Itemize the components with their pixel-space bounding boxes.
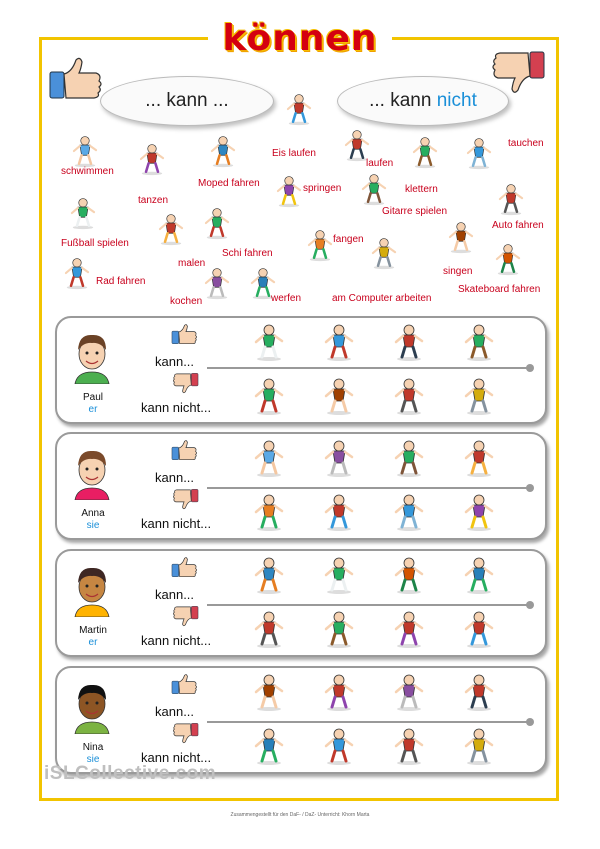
computer-worker-icon <box>459 376 499 416</box>
footer-credit: Zusammengestellt für den DaF- / DaZ- Unterricht: Khorn Marta <box>230 812 370 818</box>
person-panel-nina <box>55 666 547 774</box>
activity-label: kochen <box>170 296 203 307</box>
computer-worker-icon <box>367 236 401 270</box>
diver-icon <box>462 136 496 170</box>
oval-kann-nicht <box>337 76 509 126</box>
singer-icon <box>249 672 289 712</box>
activity-label: springen <box>303 183 342 194</box>
line-end-dot <box>526 364 534 372</box>
cook-icon <box>389 672 429 712</box>
cyclist-icon <box>60 256 94 290</box>
thumb-down-icon <box>171 603 199 629</box>
person-panel-anna <box>55 432 547 540</box>
person-name: Anna <box>81 508 105 519</box>
thumb-up-icon <box>171 672 199 698</box>
can-label: kann... <box>155 470 195 485</box>
activity-label: Moped fahren <box>198 178 260 189</box>
page-title: können <box>208 18 391 59</box>
skateboarder-icon <box>389 555 429 595</box>
cyclist-icon <box>319 726 359 766</box>
activity-label: Schi fahren <box>222 248 273 259</box>
thrower-icon <box>249 726 289 766</box>
tree-climber-icon <box>459 322 499 362</box>
activity-label: am Computer arbeiten <box>332 293 432 304</box>
jumper-icon <box>272 174 306 208</box>
oval-nicht-word: nicht <box>436 90 477 111</box>
person-panel-paul <box>55 316 547 424</box>
moped-rider-icon <box>206 134 240 168</box>
activity-label: laufen <box>366 158 394 169</box>
activity-label: Skateboard fahren <box>458 284 541 295</box>
dancers-icon <box>319 672 359 712</box>
singer-icon <box>444 220 478 254</box>
oval-kann-text: ... kann ... <box>145 90 229 111</box>
line-end-dot <box>526 484 534 492</box>
swimmer-icon <box>249 438 289 478</box>
tree-climber-icon <box>408 135 442 169</box>
guitarist-icon <box>389 438 429 478</box>
swimmer-icon <box>68 134 102 168</box>
activity-label: singen <box>443 266 473 277</box>
singer-icon <box>319 376 359 416</box>
person-name: Nina <box>82 742 104 753</box>
thrower-icon <box>459 555 499 595</box>
skier-icon <box>200 206 234 240</box>
painter-icon <box>459 438 499 478</box>
skier-icon <box>249 376 289 416</box>
line-end-dot <box>526 601 534 609</box>
thumb-up-icon <box>171 322 199 348</box>
activity-label: werfen <box>271 293 302 304</box>
activity-label: klettern <box>405 184 438 195</box>
oval-kann <box>100 76 274 126</box>
watermark: iSLCollective.com <box>44 763 217 784</box>
person-panel-martin <box>55 549 547 657</box>
paul-avatar <box>67 328 117 384</box>
dancers-icon <box>135 142 169 176</box>
can-label: kann... <box>155 354 195 369</box>
thumb-up-icon <box>171 555 199 581</box>
cannot-label: kann nicht... <box>141 400 212 415</box>
person-name: Paul <box>82 392 103 403</box>
football-player-icon <box>249 322 289 362</box>
activity-label: Eis laufen <box>272 148 316 159</box>
thumb-up-icon <box>48 54 106 106</box>
runner-icon <box>340 128 374 162</box>
person-pronoun: sie <box>86 520 100 531</box>
car-driver-icon <box>494 182 528 216</box>
person-pronoun: sie <box>86 754 100 765</box>
cannot-label: kann nicht... <box>141 516 212 531</box>
cannot-label: kann nicht... <box>141 750 212 765</box>
painter-icon <box>154 212 188 246</box>
activity-label: Auto fahren <box>492 220 544 231</box>
skateboarder-icon <box>491 242 525 276</box>
runner-icon <box>459 672 499 712</box>
thumb-down-icon <box>171 720 199 746</box>
can-line <box>207 487 527 489</box>
activity-label: tauchen <box>508 138 544 149</box>
car-driver-icon <box>389 376 429 416</box>
cannot-label: kann nicht... <box>141 633 212 648</box>
can-label: kann... <box>155 587 195 602</box>
anna-avatar <box>67 444 117 500</box>
person-pronoun: er <box>88 404 98 415</box>
cook-icon <box>200 266 234 300</box>
person-pronoun: er <box>88 637 98 648</box>
catcher-icon <box>303 228 337 262</box>
thumb-down-icon <box>171 486 199 512</box>
thumb-down-icon <box>171 370 199 396</box>
can-line <box>207 721 527 723</box>
dancers-icon <box>389 609 429 649</box>
runner-icon <box>389 322 429 362</box>
martin-avatar <box>67 561 117 617</box>
moped-rider-icon <box>249 555 289 595</box>
ice-skater-icon <box>319 492 359 532</box>
can-line <box>207 367 527 369</box>
ice-skater-icon <box>459 609 499 649</box>
oval-kann-nicht-prefix: ... kann <box>369 90 437 111</box>
jumper-icon <box>459 492 499 532</box>
activity-label: malen <box>178 258 206 269</box>
nina-avatar <box>67 678 117 734</box>
can-line <box>207 604 527 606</box>
can-label: kann... <box>155 704 195 719</box>
football-player-icon <box>66 196 100 230</box>
football-player-icon <box>319 555 359 595</box>
activity-label: schwimmen <box>61 166 114 177</box>
activity-label: tanzen <box>138 195 169 206</box>
person-name: Martin <box>79 625 107 636</box>
activity-label: fangen <box>333 234 364 245</box>
car-driver-icon <box>389 726 429 766</box>
computer-worker-icon <box>459 726 499 766</box>
line-end-dot <box>526 718 534 726</box>
activity-label: Fußball spielen <box>61 238 129 249</box>
tree-climber-icon <box>319 609 359 649</box>
activity-label: Rad fahren <box>96 276 146 287</box>
diver-icon <box>389 492 429 532</box>
catcher-icon <box>249 492 289 532</box>
guitarist-icon <box>357 172 391 206</box>
ice-skater-icon <box>282 92 316 126</box>
thumb-up-icon <box>171 438 199 464</box>
cook-icon <box>319 438 359 478</box>
activity-label: Gitarre spielen <box>382 206 448 217</box>
cyclist-icon <box>319 322 359 362</box>
car-driver-icon <box>249 609 289 649</box>
